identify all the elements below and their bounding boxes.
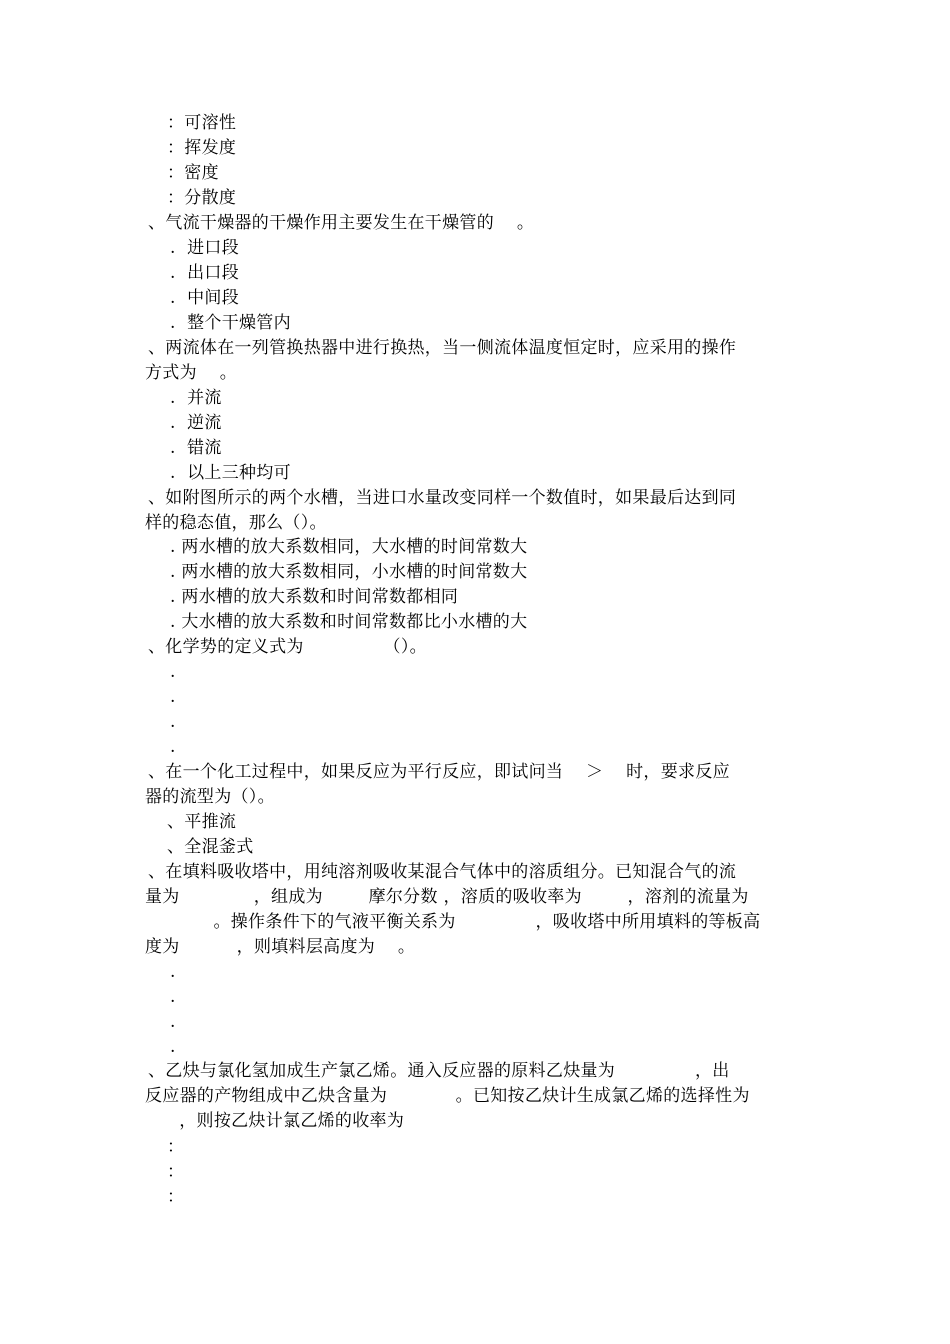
option-line: ：密度	[167, 163, 219, 183]
question-line: 、两流体在一列管换热器中进行换热，当一侧流体温度恒定时，应采用的操作	[148, 338, 737, 358]
option-line: ：分散度	[167, 188, 237, 208]
option-line: .	[170, 987, 176, 1007]
question-line: 、如附图所示的两个水槽，当进口水量改变同样一个数值时，如果最后达到同	[148, 488, 737, 508]
option-line: . 两水槽的放大系数相同，大水槽的时间常数大	[170, 537, 528, 557]
option-line: . 以上三种均可	[170, 463, 291, 483]
option-line: .	[170, 712, 176, 732]
option-line: .	[170, 962, 176, 982]
question-line: 样的稳态值，那么（）。	[145, 513, 327, 533]
option-line: . 整个干燥管内	[170, 313, 291, 333]
option-line: . 错流	[170, 438, 222, 458]
option-line: .	[170, 687, 176, 707]
option-line: . 并流	[170, 388, 222, 408]
option-line: . 两水槽的放大系数相同，小水槽的时间常数大	[170, 562, 528, 582]
option-line: 、全混釜式	[167, 837, 254, 857]
question-line: 。操作条件下的气液平衡关系为 ，吸收塔中所用填料的等板高	[145, 912, 761, 932]
option-line: .	[170, 1037, 176, 1057]
option-line: .	[170, 1012, 176, 1032]
question-line: 度为 ，则填料层高度为 。	[145, 937, 416, 957]
question-line: 反应器的产物组成中乙炔含量为 。已知按乙炔计生成氯乙烯的选择性为	[145, 1086, 750, 1106]
option-line: ：挥发度	[167, 138, 237, 158]
option-line: . 进口段	[170, 238, 240, 258]
option-line: ：	[167, 1137, 185, 1157]
option-line: . 逆流	[170, 413, 222, 433]
question-line: 、在填料吸收塔中，用纯溶剂吸收某混合气体中的溶质组分。已知混合气的流	[148, 862, 737, 882]
question-line: 器的流型为（）。	[145, 787, 275, 807]
option-line: .	[170, 737, 176, 757]
option-line: ：	[167, 1162, 185, 1182]
option-line: ：	[167, 1187, 185, 1207]
question-line: 、化学势的定义式为 （）。	[148, 637, 427, 657]
option-line: . 大水槽的放大系数和时间常数都比小水槽的大	[170, 612, 528, 632]
option-line: . 出口段	[170, 263, 240, 283]
option-line: ：可溶性	[167, 113, 237, 133]
option-line: 、平推流	[167, 812, 237, 832]
option-line: . 两水槽的放大系数和时间常数都相同	[170, 587, 459, 607]
option-line: .	[170, 662, 176, 682]
question-line: 方式为 。	[145, 363, 238, 383]
question-line: 量为 ，组成为 摩尔分数 ，溶质的吸收率为 ，溶剂的流量为	[145, 887, 749, 907]
option-line: . 中间段	[170, 288, 240, 308]
question-line: ，则按乙炔计氯乙烯的收率为	[145, 1111, 405, 1131]
question-line: 、在一个化工过程中，如果反应为平行反应，即试问当 ＞ 时，要求反应	[148, 762, 730, 782]
question-line: 、气流干燥器的干燥作用主要发生在干燥管的 。	[148, 213, 535, 233]
question-line: 、乙炔与氯化氢加成生产氯乙烯。通入反应器的原料乙炔量为 ，出	[148, 1061, 730, 1081]
